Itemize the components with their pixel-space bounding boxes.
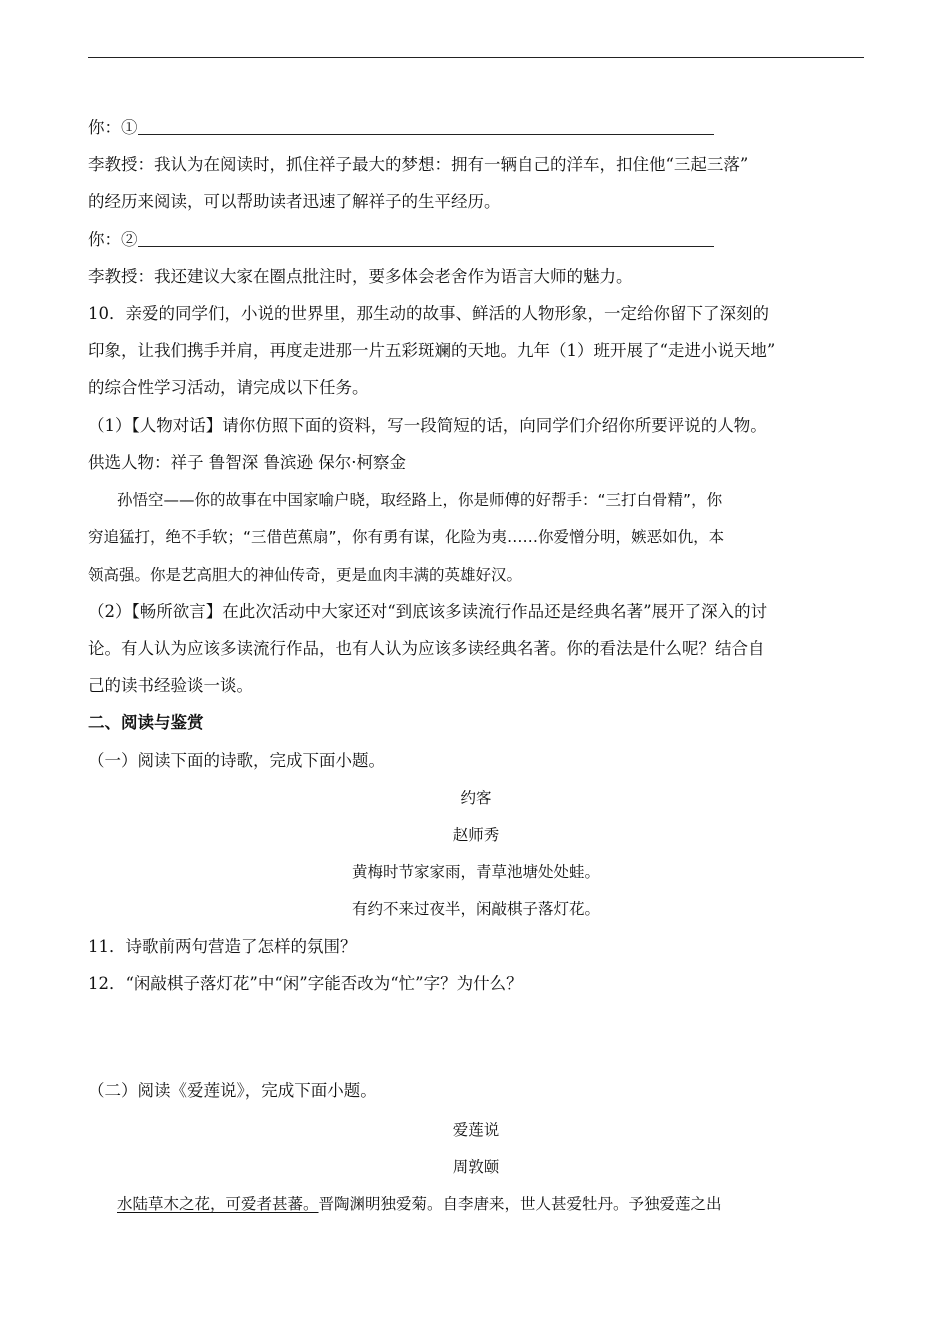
poem-author: 赵师秀 <box>452 826 500 844</box>
essay-underlined-sentence: 水陆草木之花，可爱者甚蕃。 <box>117 1195 319 1213</box>
q10-sub1-line-2: 供选人物：祥子 鲁智深 鲁滨逊 保尔·柯察金 <box>88 453 406 472</box>
part2-intro: （二）阅读《爱莲说》，完成下面小题。 <box>88 1081 377 1100</box>
answer-line-2[interactable] <box>88 229 714 251</box>
q10-sub2-line-1: （2）【畅所欲言】在此次活动中大家还对“到底该多读流行作品还是经典名著”展开了深入的讨 <box>88 602 768 621</box>
sample-line-3: 领高强。你是艺高胆大的神仙传奇，更是血肉丰满的英雄好汉。 <box>88 566 523 584</box>
essay-title: 爱莲说 <box>452 1121 500 1139</box>
professor-line-2: 李教授：我还建议大家在圈点批注时，要多体会老舍作为语言大师的魅力。 <box>88 267 633 286</box>
professor-line-1b: 的经历来阅读，可以帮助读者迅速了解祥子的生平经历。 <box>88 192 501 211</box>
header-rule <box>88 57 864 58</box>
sample-line-1: 孙悟空——你的故事在中国家喻户晓，取经路上，你是师傅的好帮手：“三打白骨精”，你 <box>117 491 723 509</box>
q10-line-1: 10．亲爱的同学们，小说的世界里，那生动的故事、鲜活的人物形象，一定给你留下了深刻的 <box>88 304 769 323</box>
poem-line-1: 黄梅时节家家雨，青草池塘处处蛙。 <box>351 863 600 881</box>
question-11: 11．诗歌前两句营造了怎样的氛围？ <box>88 937 357 956</box>
professor-line-1a: 李教授：我认为在阅读时，抓住祥子最大的梦想：拥有一辆自己的洋车，扣住他“三起三落” <box>88 155 749 174</box>
q10-sub2-line-3: 己的读书经验谈一谈。 <box>88 676 253 695</box>
question-12: 12．“闲敲棋子落灯花”中“闲”字能否改为“忙”字？为什么？ <box>88 974 523 993</box>
sample-line-2: 穷追猛打，绝不手软；“三借芭蕉扇”，你有勇有谋，化险为夷……你爱憎分明，嫉恶如仇，本 <box>88 528 725 546</box>
poem-title: 约客 <box>460 789 492 807</box>
you-2-label: 你：② <box>88 230 138 249</box>
q10-line-2: 印象，让我们携手并肩，再度走进那一片五彩斑斓的天地。九年（1）班开展了“走进小说天地” <box>88 341 776 360</box>
q10-sub2-line-2: 论。有人认为应该多读流行作品，也有人认为应该多读经典名著。你的看法是什么呢？结合自 <box>88 639 765 658</box>
answer-line-1[interactable] <box>88 117 714 139</box>
part1-intro: （一）阅读下面的诗歌，完成下面小题。 <box>88 751 385 770</box>
essay-line-1 <box>117 1193 722 1215</box>
q10-sub1-line-1: （1）【人物对话】请你仿照下面的资料，写一段简短的话，向同学们介绍你所要评说的人物。 <box>88 416 767 435</box>
q10-line-3: 的综合性学习活动，请完成以下任务。 <box>88 378 369 397</box>
essay-continuation: 晋陶渊明独爱菊。自李唐来，世人甚爱牡丹。予独爱莲之出 <box>318 1195 722 1213</box>
poem-line-2: 有约不来过夜半，闲敲棋子落灯花。 <box>351 900 600 918</box>
answer-blank-1[interactable] <box>138 119 714 135</box>
you-1-label: 你：① <box>88 118 138 137</box>
answer-blank-2[interactable] <box>138 231 714 247</box>
essay-author: 周敦颐 <box>452 1158 500 1176</box>
section-heading: 二、阅读与鉴赏 <box>88 713 204 732</box>
